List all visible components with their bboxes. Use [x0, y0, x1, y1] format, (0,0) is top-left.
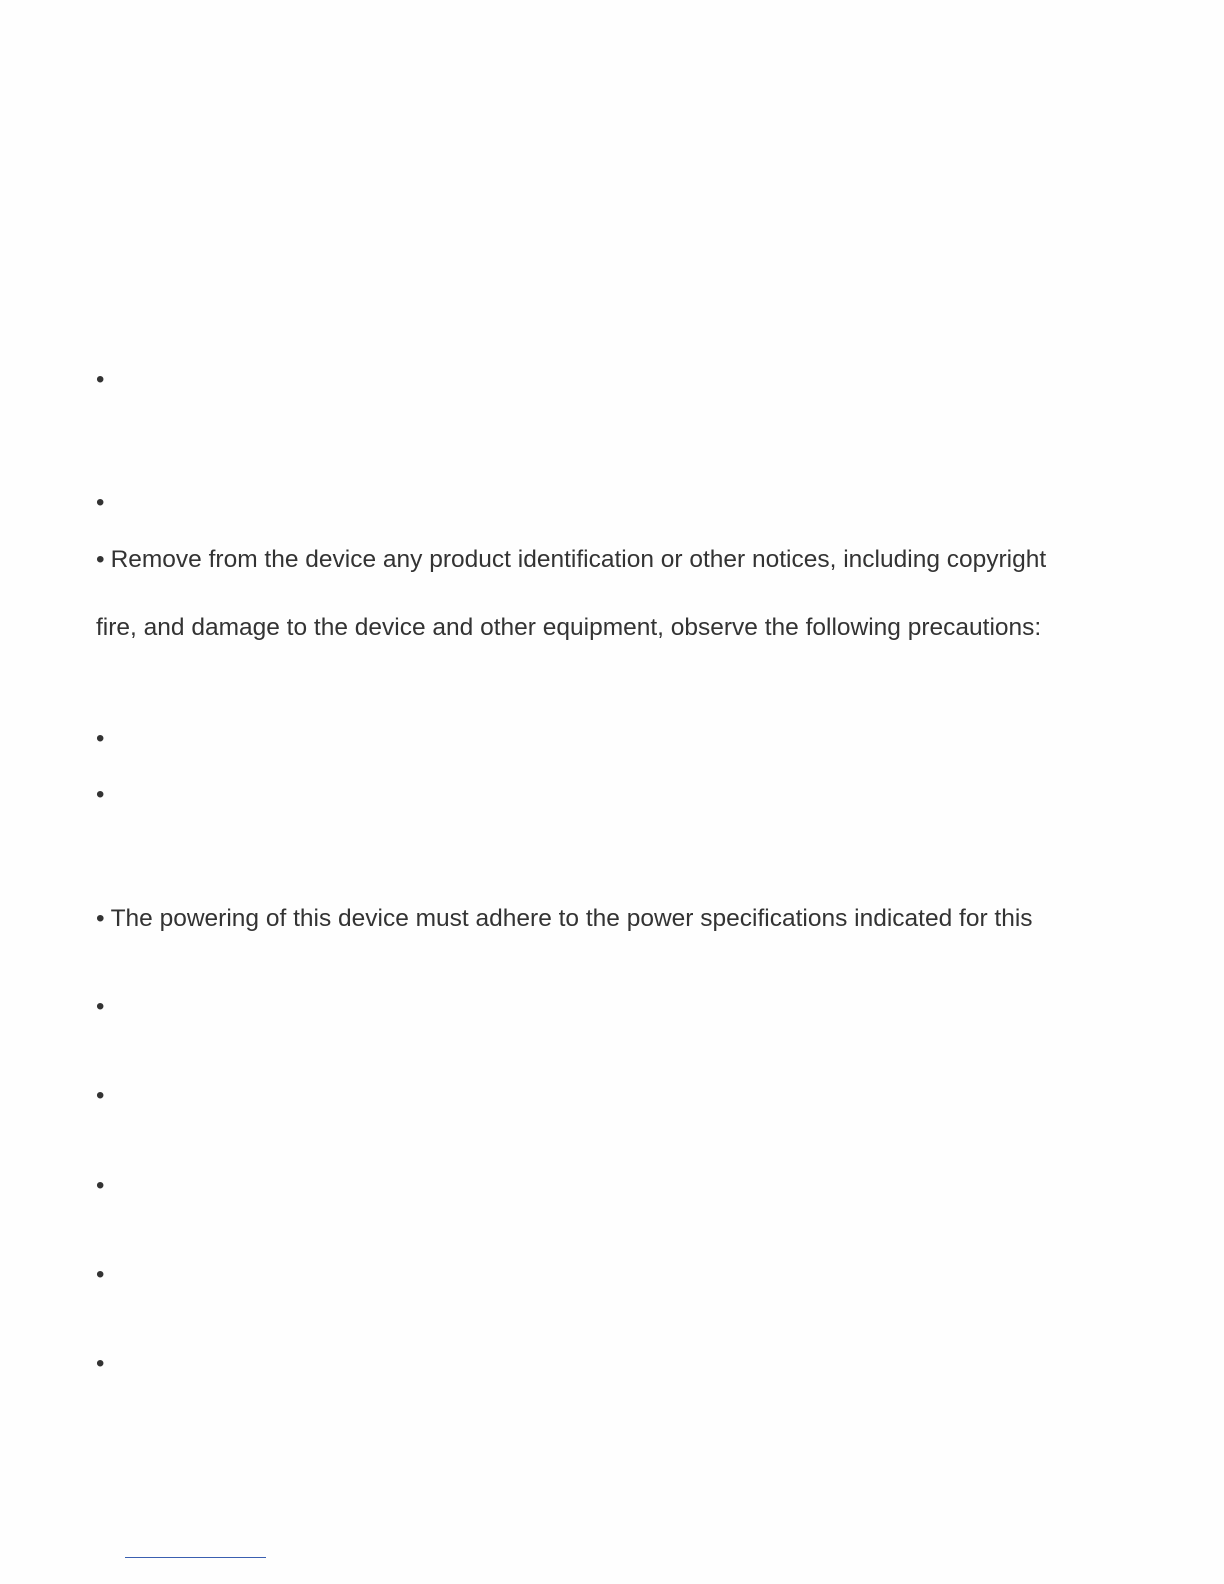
list-bullet: •	[96, 781, 105, 808]
remove-notices-text: Remove from the device any product identification or other notices, including copyright	[110, 546, 1047, 573]
footer-rule	[125, 1557, 266, 1558]
list-bullet: •	[96, 1350, 105, 1377]
precautions-intro-line: fire, and damage to the device and other equipment, observe the following precautions:	[96, 614, 1042, 641]
list-bullet: •	[96, 546, 105, 573]
list-bullet: •	[96, 725, 105, 752]
list-bullet: •	[96, 993, 105, 1020]
list-bullet: •	[96, 366, 105, 393]
list-bullet: •	[96, 1082, 105, 1109]
powering-text: The powering of this device must adhere to the power specifications indicated for this	[110, 905, 1033, 932]
powering-line	[96, 904, 1033, 934]
list-bullet: •	[96, 905, 105, 932]
remove-notices-line	[96, 545, 1046, 575]
list-bullet: •	[96, 489, 105, 516]
list-bullet: •	[96, 1261, 105, 1288]
list-bullet: •	[96, 1172, 105, 1199]
